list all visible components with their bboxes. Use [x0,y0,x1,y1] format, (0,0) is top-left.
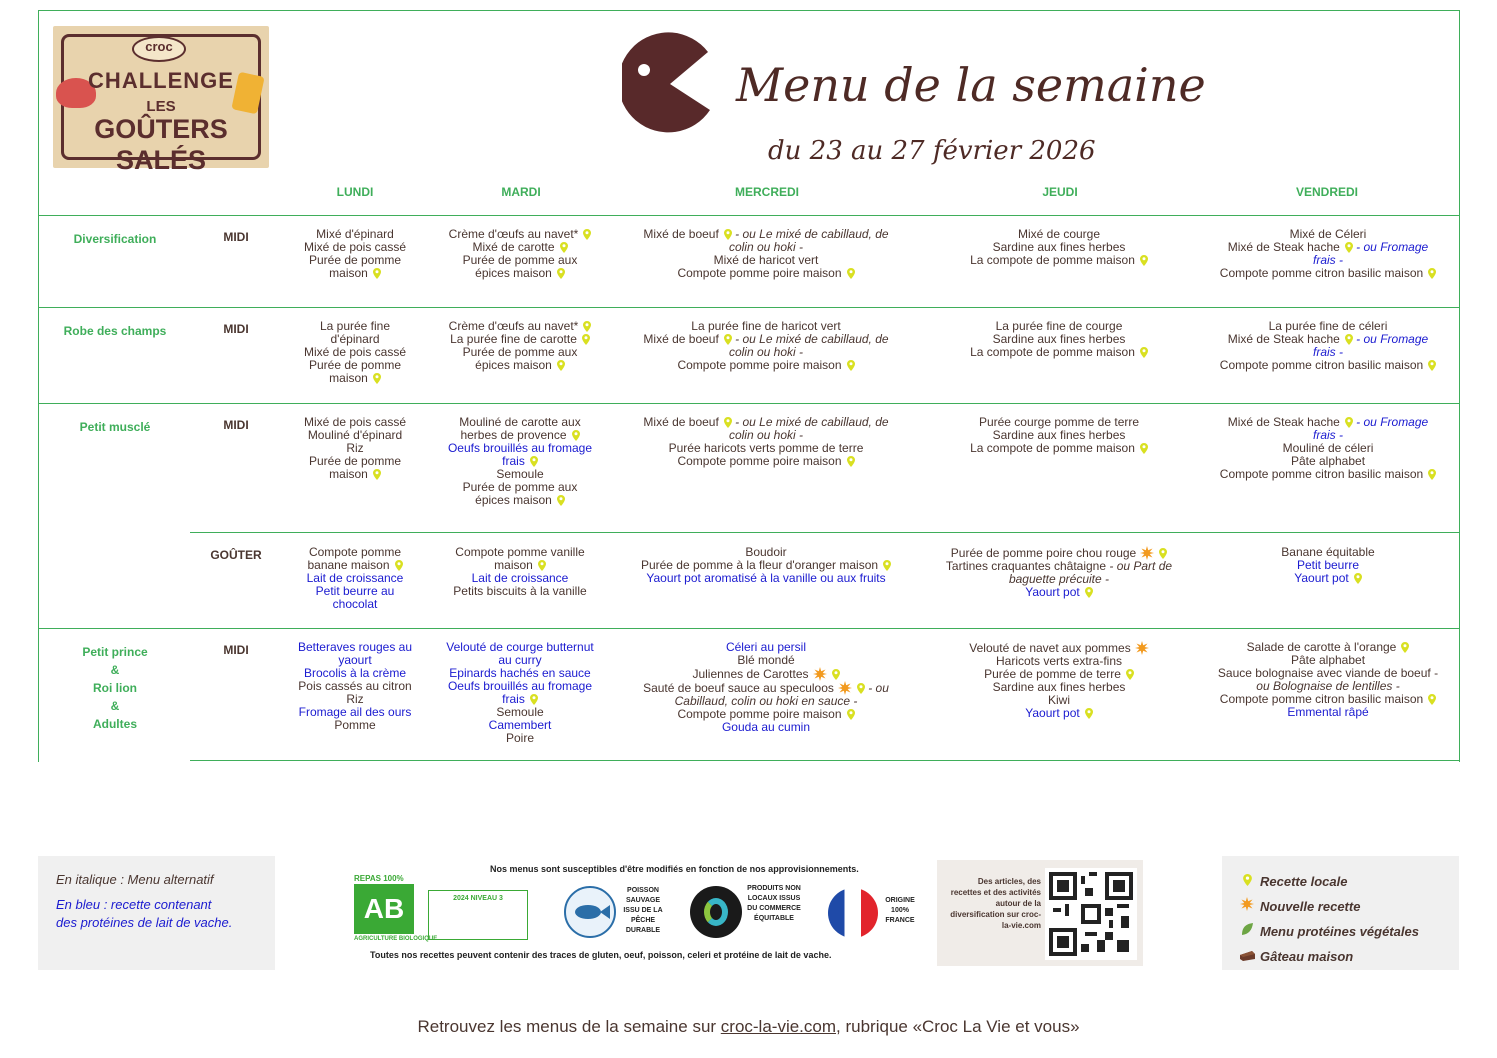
menu-cell [929,320,1189,359]
pin-icon [530,456,538,467]
footer-link[interactable]: croc-la-vie.com [720,1017,837,1036]
pin-icon [557,495,565,506]
menu-item: Sauce bolognaise avec viande de boeuf - [1217,666,1439,680]
pin-icon [847,456,855,467]
pin-icon [1140,347,1148,358]
menu-item: Mixé de pois cassé [303,345,407,359]
menu-item: Riz [346,692,364,706]
menu-item: Tartines craquantes châtaigne - ou Part de [945,559,1173,573]
day-header: LUNDI [336,185,374,199]
menu-item: Mixé de haricot vert [713,253,819,267]
menu-item: Petits biscuits à la vanille [453,584,587,598]
menu-item: Gouda au cumin [721,720,811,734]
menu-item: Pomme [334,718,376,732]
menu-item: Purée courge pomme de terre [978,415,1140,429]
menu-item: au curry [498,653,542,667]
menu-item: Crème d'œufs au navet* [435,228,605,241]
menu-item: Mouliné de carotte aux [459,415,581,429]
star-icon [813,667,827,681]
fish-icon [564,886,616,938]
legend-right [1222,856,1459,970]
menu-item: Sardine aux fines herbes [992,680,1126,694]
footer: Retrouvez les menus de la semaine sur croc-la-vie.com, rubrique «Croc La Vie et vous» [417,1017,1080,1036]
alternative-text: - ou Part de [1106,559,1173,573]
menu-item: La purée fine de céleri [1268,319,1388,333]
legend-blue-2: des protéines de lait de vache. [56,915,233,930]
meal-label: MIDI [223,230,249,244]
menu-item: Compote pomme citron basilic maison [1203,359,1453,372]
age-group-line: Roi lion [93,681,137,695]
pin-icon [1428,469,1436,480]
alternative-text: - ou Le mixé de cabillaud, de [731,332,889,346]
menu-cell [1203,641,1453,719]
pin-icon [832,669,840,680]
pin-icon [1401,642,1409,653]
menu-cell [280,641,430,732]
menu-item: Lait de croissance [306,571,404,585]
menu-item: Mixé de boeuf - ou Le mixé de cabillaud, de [643,227,889,241]
age-group-label [40,418,190,436]
star-icon [1140,546,1154,560]
menu-cell [621,228,911,280]
logo-line3: GOÛTERS SALÉS [94,114,228,175]
menu-cell [435,228,605,280]
meal-label: GOÛTER [210,548,262,562]
menu-cell [1203,416,1453,481]
menu-cell [929,546,1189,599]
logo-line1: CHALLENGE [88,68,234,93]
menu-item: Mixé de Céleri [1289,227,1367,241]
table-bottom-border [190,760,1460,761]
menu-cell [280,228,430,280]
menu-item: ou Bolognaise de lentilles - [1256,679,1400,693]
menu-cell [929,416,1189,455]
menu-cell [435,320,605,372]
day-header: MERCREDI [734,185,799,199]
menu-item: Mixé de Steak hache - ou Fromage [1227,415,1429,429]
qr-code-icon[interactable] [1045,868,1137,960]
menu-item: banane maison [280,559,430,572]
legend-new: Nouvelle recette [1240,894,1441,919]
legend-local: Recette locale [1240,869,1441,894]
menu-item: La compote de pomme maison [929,254,1189,267]
menu-item: Mixé de Steak hache - ou Fromage [1227,240,1429,254]
qr-block [937,860,1143,966]
age-group-line: & [110,699,120,713]
pin-icon [1345,417,1353,428]
menu-item: Lait de croissance [471,571,569,585]
pin-icon [1085,587,1093,598]
menu-item: Compote pomme poire maison [621,359,911,372]
menu-cell [1203,546,1453,585]
pin-icon [724,334,732,345]
alternative-text: - ou Fromage [1352,332,1429,346]
age-group-line: Petit musclé [79,420,151,434]
menu-item: Velouté de courge butternut [446,640,594,654]
menu-item: La purée fine de haricot vert [691,319,841,333]
fairtrade-icon [690,886,742,938]
pin-icon [1345,334,1353,345]
menu-item: Pois cassés au citron [298,679,412,693]
menu-item: La compote de pomme maison [929,442,1189,455]
menu-item: Emmental râpé [1287,705,1369,719]
legend-italic: En italique : Menu alternatif [56,872,214,887]
menu-item: Salade de carotte à l'orange [1203,641,1453,654]
menu-item: Yaourt pot aromatisé à la vanille ou aux fruits [646,571,886,585]
menu-cell [929,228,1189,267]
menu-item: Mouliné d'épinard [307,428,403,442]
ab-logo-icon: AB [354,884,414,934]
alternative-text: - ou [864,681,889,695]
menu-item: chocolat [332,597,378,611]
menu-item: frais [435,693,605,706]
row-divider [38,307,1460,308]
menu-item: Sauté de boeuf sauce au speculoos - ou [643,681,889,695]
age-group-line: Robe des champs [63,324,167,338]
age-group-label [40,643,190,733]
menu-cell [621,416,911,468]
logo-line2: LES [146,98,176,115]
menu-item: Yaourt pot [929,707,1189,720]
menu-item: Petit beurre au [315,584,395,598]
menu-cell [435,641,605,745]
pin-icon [1345,242,1353,253]
labels-banner [352,862,932,966]
pin-icon [724,417,732,428]
pin-icon [572,430,580,441]
menu-item: colin ou hoki - [728,428,804,442]
menu-item: Sardine aux fines herbes [992,428,1126,442]
menu-item: Petit beurre [1296,558,1360,572]
menu-item: Mixé de pois cassé [303,240,407,254]
pin-icon [1126,669,1134,680]
menu-item: Compote pomme citron basilic maison [1203,693,1453,706]
france-flag-icon [828,888,878,938]
menu-item: Mixé d'épinard [316,227,394,241]
age-group-line: Diversification [73,232,157,246]
menu-cell [280,320,430,385]
menu-item: Mouliné de céleri [1282,441,1374,455]
menu-item: Mixé de boeuf - ou Le mixé de cabillaud, de [643,332,889,346]
alternative-text: - ou Fromage [1352,240,1429,254]
legend-blue-1: En bleu : recette contenant [56,897,212,912]
row-divider [38,628,1460,629]
menu-item: Velouté de navet aux pommes [929,641,1189,655]
row-divider [38,215,1460,216]
menu-item: d'épinard [330,332,380,346]
menu-cell [621,641,911,734]
menu-item: Compote pomme [308,545,402,559]
pin-icon [373,469,381,480]
pin-icon [883,560,891,571]
menu-item: Boudoir [745,545,787,559]
menu-item: Purée de pomme [308,358,402,372]
menu-item: Mixé de courge [1017,227,1101,241]
menu-item: Purée haricots verts pomme de terre [668,441,864,455]
alternative-text: - ou Fromage [1352,415,1429,429]
menu-item: Purée de pomme [308,454,402,468]
legend-left [38,856,275,970]
menu-item: yaourt [338,653,372,667]
menu-item: maison [280,372,430,385]
menu-item: colin ou hoki - [728,345,804,359]
pin-icon [1354,573,1362,584]
pin-icon [724,229,732,240]
menu-item: Kiwi [1047,693,1070,707]
menu-item: maison [280,468,430,481]
menu-item: Purée de pomme de terre [929,668,1189,681]
menu-cell [435,416,605,507]
menu-item: frais [435,455,605,468]
menu-item: frais - [1313,428,1343,442]
menu-item: Semoule [496,705,544,719]
ab-label [354,874,438,946]
meal-label: MIDI [223,322,249,336]
labels-notice: Nos menus sont susceptibles d'être modifiés en fonction de nos approvisionnements. [490,864,859,874]
menu-item: Compote pomme poire maison [621,455,911,468]
menu-cell [435,546,605,598]
labels-allergen-notice: Toutes nos recettes peuvent contenir des traces de gluten, oeuf, poisson, celeri et protéine de lait de vache. [370,950,832,960]
menu-item: Compote pomme vanille [455,545,585,559]
menu-item: Mixé de carotte [435,241,605,254]
menu-item: herbes de provence [435,429,605,442]
day-header: VENDREDI [1295,185,1358,199]
menu-cell [1203,228,1453,280]
pin-icon [395,560,403,571]
menu-item: Mixé de boeuf - ou Le mixé de cabillaud, de [643,415,889,429]
france-label: ORIGINE 100% FRANCE [885,897,915,924]
menu-item: Epinards hachés en sauce [449,666,591,680]
pin-icon [1428,360,1436,371]
menu-cell [621,320,911,372]
pin-icon [1085,708,1093,719]
menu-item: Mixé de Steak hache - ou Fromage [1227,332,1429,346]
menu-item: Purée de pomme aux [462,480,578,494]
age-group-line: Petit prince [82,645,148,659]
pacman-logo-icon [622,30,714,134]
page-title: Menu de la semaine [736,58,1206,112]
menu-item: Compote pomme citron basilic maison [1203,267,1453,280]
pin-icon [557,268,565,279]
menu-item: Compote pomme citron basilic maison [1203,468,1453,481]
star-icon [1135,641,1149,655]
menu-item: Banane équitable [1281,545,1375,559]
pin-icon [1240,869,1254,894]
ecocert-label: 2024 NIVEAU 3 [428,890,528,940]
pin-icon [1159,548,1167,559]
age-group-label [40,322,190,340]
menu-item: Riz [346,441,364,455]
meal-label: MIDI [223,643,249,657]
pin-icon [857,683,865,694]
menu-item: Oeufs brouillés au fromage [447,441,593,455]
menu-item: Fromage ail des ours [298,705,412,719]
menu-item: Purée de pomme à la fleur d'oranger maison [621,559,911,572]
menu-item: Crème d'œufs au navet* [435,320,605,333]
menu-item: Blé mondé [737,653,795,667]
croc-logo: croc [132,36,186,62]
menu-item: Sardine aux fines herbes [992,240,1126,254]
menu-item: Oeufs brouillés au fromage [447,679,593,693]
day-header: MARDI [501,185,541,199]
menu-item: La purée fine de carotte [435,333,605,346]
menu-item: Sardine aux fines herbes [992,332,1126,346]
menu-item: Betteraves rouges au [297,640,413,654]
pin-icon [583,229,591,240]
row-divider [190,532,1460,533]
menu-item: Pâte alphabet [1290,653,1366,667]
age-group-line: & [110,663,120,677]
menu-item: Compote pomme poire maison [621,708,911,721]
menu-item: épices maison [435,494,605,507]
menu-item: Cabillaud, colin ou hoki en sauce - [674,694,858,708]
menu-item: frais - [1313,345,1343,359]
menu-item: Céleri au persil [725,640,807,654]
menu-item: épices maison [435,359,605,372]
day-header: JEUDI [1042,185,1078,199]
pin-icon [583,321,591,332]
menu-cell [280,416,430,481]
menu-item: La purée fine [319,319,391,333]
pin-icon [1428,694,1436,705]
menu-cell [929,641,1189,720]
menu-item: baguette précuite - [1008,572,1110,586]
fish-label: POISSON SAUVAGE ISSU DE LA PÊCHE DURABLE [623,887,663,934]
pin-icon [1428,268,1436,279]
menu-cell [280,546,430,611]
pin-icon [560,242,568,253]
pin-icon [847,360,855,371]
menu-item: épices maison [435,267,605,280]
menu-item: maison [280,267,430,280]
menu-item: La purée fine de courge [995,319,1123,333]
pin-icon [1140,255,1148,266]
menu-item: Pâte alphabet [1290,454,1366,468]
challenge-logo [53,26,269,175]
qr-text: Des articles, des recettes et des activités autour de la diversification sur croc-la-vie.com [950,877,1041,930]
menu-item: Mixé de pois cassé [303,415,407,429]
age-group-line: Adultes [92,717,137,731]
star-icon [1240,894,1254,919]
menu-item: Compote pomme poire maison [621,267,911,280]
menu-item: frais - [1313,253,1343,267]
menu-cell [1203,320,1453,372]
legend-veg: Menu protéines végétales [1240,919,1441,944]
meal-label: MIDI [223,418,249,432]
menu-item: Yaourt pot [929,586,1189,599]
menu-item: Purée de pomme aux [462,253,578,267]
ab-foot: AGRICULTURE BIOLOGIQUE [354,936,438,942]
ab-head: REPAS 100% [354,874,404,883]
legend-cake: Gâteau maison [1240,944,1441,969]
menu-item: Purée de pomme [308,253,402,267]
menu-item: Semoule [496,467,544,481]
pin-icon [373,268,381,279]
pin-icon [847,268,855,279]
menu-item: Juliennes de Carottes [621,667,911,681]
menu-item: Yaourt pot [1203,572,1453,585]
menu-item: Brocolis à la crème [303,666,407,680]
star-icon [838,681,852,695]
row-divider [38,403,1460,404]
fairtrade-label: PRODUITS NON LOCAUX ISSUS DU COMMERCE ÉQUITABLE [747,885,801,922]
cake-icon [1240,944,1254,969]
pin-icon [847,709,855,720]
alternative-text: - ou Le mixé de cabillaud, de [731,227,889,241]
menu-item: Haricots verts extra-fins [995,654,1123,668]
menu-item: colin ou hoki - [728,240,804,254]
menu-item: Poire [505,731,534,745]
menu-item: Purée de pomme aux [462,345,578,359]
pin-icon [1140,443,1148,454]
pin-icon [373,373,381,384]
pin-icon [538,560,546,571]
leaf-icon [1240,919,1254,944]
page-subtitle: du 23 au 27 février 2026 [768,136,1096,166]
pin-icon [582,334,590,345]
menu-item: maison [435,559,605,572]
menu-item: La compote de pomme maison [929,346,1189,359]
age-group-label [40,230,190,248]
pin-icon [557,360,565,371]
menu-cell [621,546,911,585]
alternative-text: - ou Le mixé de cabillaud, de [731,415,889,429]
menu-item: Purée de pomme poire chou rouge [929,546,1189,560]
menu-item: Camembert [488,718,552,732]
pin-icon [530,694,538,705]
